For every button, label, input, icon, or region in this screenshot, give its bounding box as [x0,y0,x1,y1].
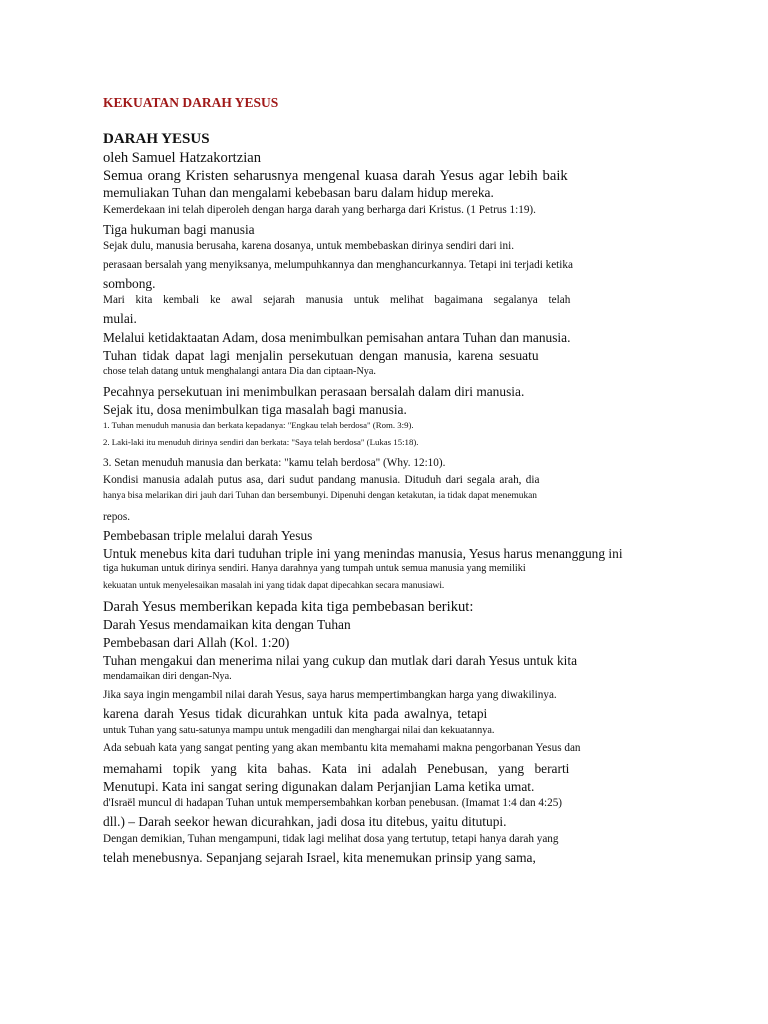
body-line: memahami topik yang kita bahas. Kata ini adalah Penebusan, yang berarti [103,761,570,776]
body-line: Darah Yesus mendamaikan kita dengan Tuhan [103,617,351,632]
body-line: Pembebasan dari Allah (Kol. 1:20) [103,635,290,650]
body-line: Ada sebuah kata yang sangat penting yang akan membantu kita memahami makna pengorbanan Yesus dan [103,742,581,754]
body-line: perasaan bersalah yang menyiksanya, melumpuhkannya dan menghancurkannya. Tetapi ini terjadi ketika [103,259,573,271]
subheading-line: Pembebasan triple melalui darah Yesus [103,528,313,543]
body-line: Semua orang Kristen seharusnya mengenal kuasa darah Yesus agar lebih baik [103,168,568,184]
body-line: Darah Yesus memberikan kepada kita tiga pembebasan berikut: [103,599,474,615]
document-title: KEKUATAN DARAH YESUS [103,95,279,110]
body-line: repos. [103,511,131,523]
body-line: Dengan demikian, Tuhan mengampuni, tidak lagi melihat dosa yang tertutup, tetapi hanya darah yang [103,833,559,845]
body-line: dll.) – Darah seekor hewan dicurahkan, jadi dosa itu ditebus, yaitu ditutupi. [103,814,507,829]
body-line: telah menebusnya. Sepanjang sejarah Israel, kita menemukan prinsip yang sama, [103,850,536,865]
body-line: Untuk menebus kita dari tuduhan triple ini yang menindas manusia, Yesus harus menanggung ini [103,546,623,561]
body-line: hanya bisa melarikan diri jauh dari Tuhan dan bersembunyi. Dipenuhi dengan ketakutan, ia tidak dapat menemukan [103,491,537,501]
body-line: Sejak dulu, manusia berusaha, karena dosanya, untuk membebaskan dirinya sendiri dari ini. [103,240,515,252]
body-line: mendamaikan diri dengan-Nya. [103,671,232,682]
body-line: karena darah Yesus tidak dicurahkan untuk kita pada awalnya, tetapi [103,706,488,721]
list-item: 3. Setan menuduh manusia dan berkata: "kamu telah berdosa" (Why. 12:10). [103,457,446,469]
body-line: tiga hukuman untuk dirinya sendiri. Hanya darahnya yang tumpah untuk semua manusia yang memiliki [103,563,526,574]
body-line: chose telah datang untuk menghalangi antara Dia dan ciptaan-Nya. [103,366,376,377]
body-line: d'Israël muncul di hadapan Tuhan untuk mempersembahkan korban penebusan. (Imamat 1:4 dan 4:25) [103,797,563,809]
body-line: untuk Tuhan yang satu-satunya mampu untuk mengadili dan menghargai nilai dan kekuatannya. [103,725,495,736]
body-line: Menutupi. Kata ini sangat sering digunakan dalam Perjanjian Lama ketika umat. [103,779,535,794]
body-line: Pecahnya persekutuan ini menimbulkan perasaan bersalah dalam diri manusia. [103,384,525,399]
list-item: 2. Laki-laki itu menuduh dirinya sendiri dan berkata: "Saya telah berdosa" (Lukas 15:18). [103,437,419,447]
subheading-line: Tiga hukuman bagi manusia [103,222,255,237]
list-item: 1. Tuhan menuduh manusia dan berkata kepadanya: "Engkau telah berdosa" (Rom. 3:9). [103,420,414,430]
body-line: Tuhan tidak dapat lagi menjalin persekutuan dengan manusia, karena sesuatu [103,348,539,363]
body-line: Sejak itu, dosa menimbulkan tiga masalah bagi manusia. [103,402,407,417]
body-line: Kemerdekaan ini telah diperoleh dengan harga darah yang berharga dari Kristus. (1 Petrus 1:19). [103,204,536,216]
body-line: Tuhan mengakui dan menerima nilai yang cukup dan mutlak dari darah Yesus untuk kita [103,653,578,668]
body-line: Jika saya ingin mengambil nilai darah Yesus, saya harus mempertimbangkan harga yang diwakilinya. [103,689,557,701]
body-line: sombong. [103,276,156,291]
body-line: memuliakan Tuhan dan mengalami kebebasan baru dalam hidup mereka. [103,185,494,200]
body-line: Mari kita kembali ke awal sejarah manusia untuk melihat bagaimana segalanya telah [103,294,571,306]
body-line: Kondisi manusia adalah putus asa, dari sudut pandang manusia. Dituduh dari segala arah, dia [103,474,540,486]
body-line: mulai. [103,311,137,326]
body-line: kekuatan untuk menyelesaikan masalah ini yang tidak dapat dipecahkan secara manusiawi. [103,581,445,591]
section-heading: DARAH YESUS [103,131,210,147]
body-line: Melalui ketidaktaatan Adam, dosa menimbulkan pemisahan antara Tuhan dan manusia. [103,330,571,345]
author-line: oleh Samuel Hatzakortzian [103,150,262,166]
